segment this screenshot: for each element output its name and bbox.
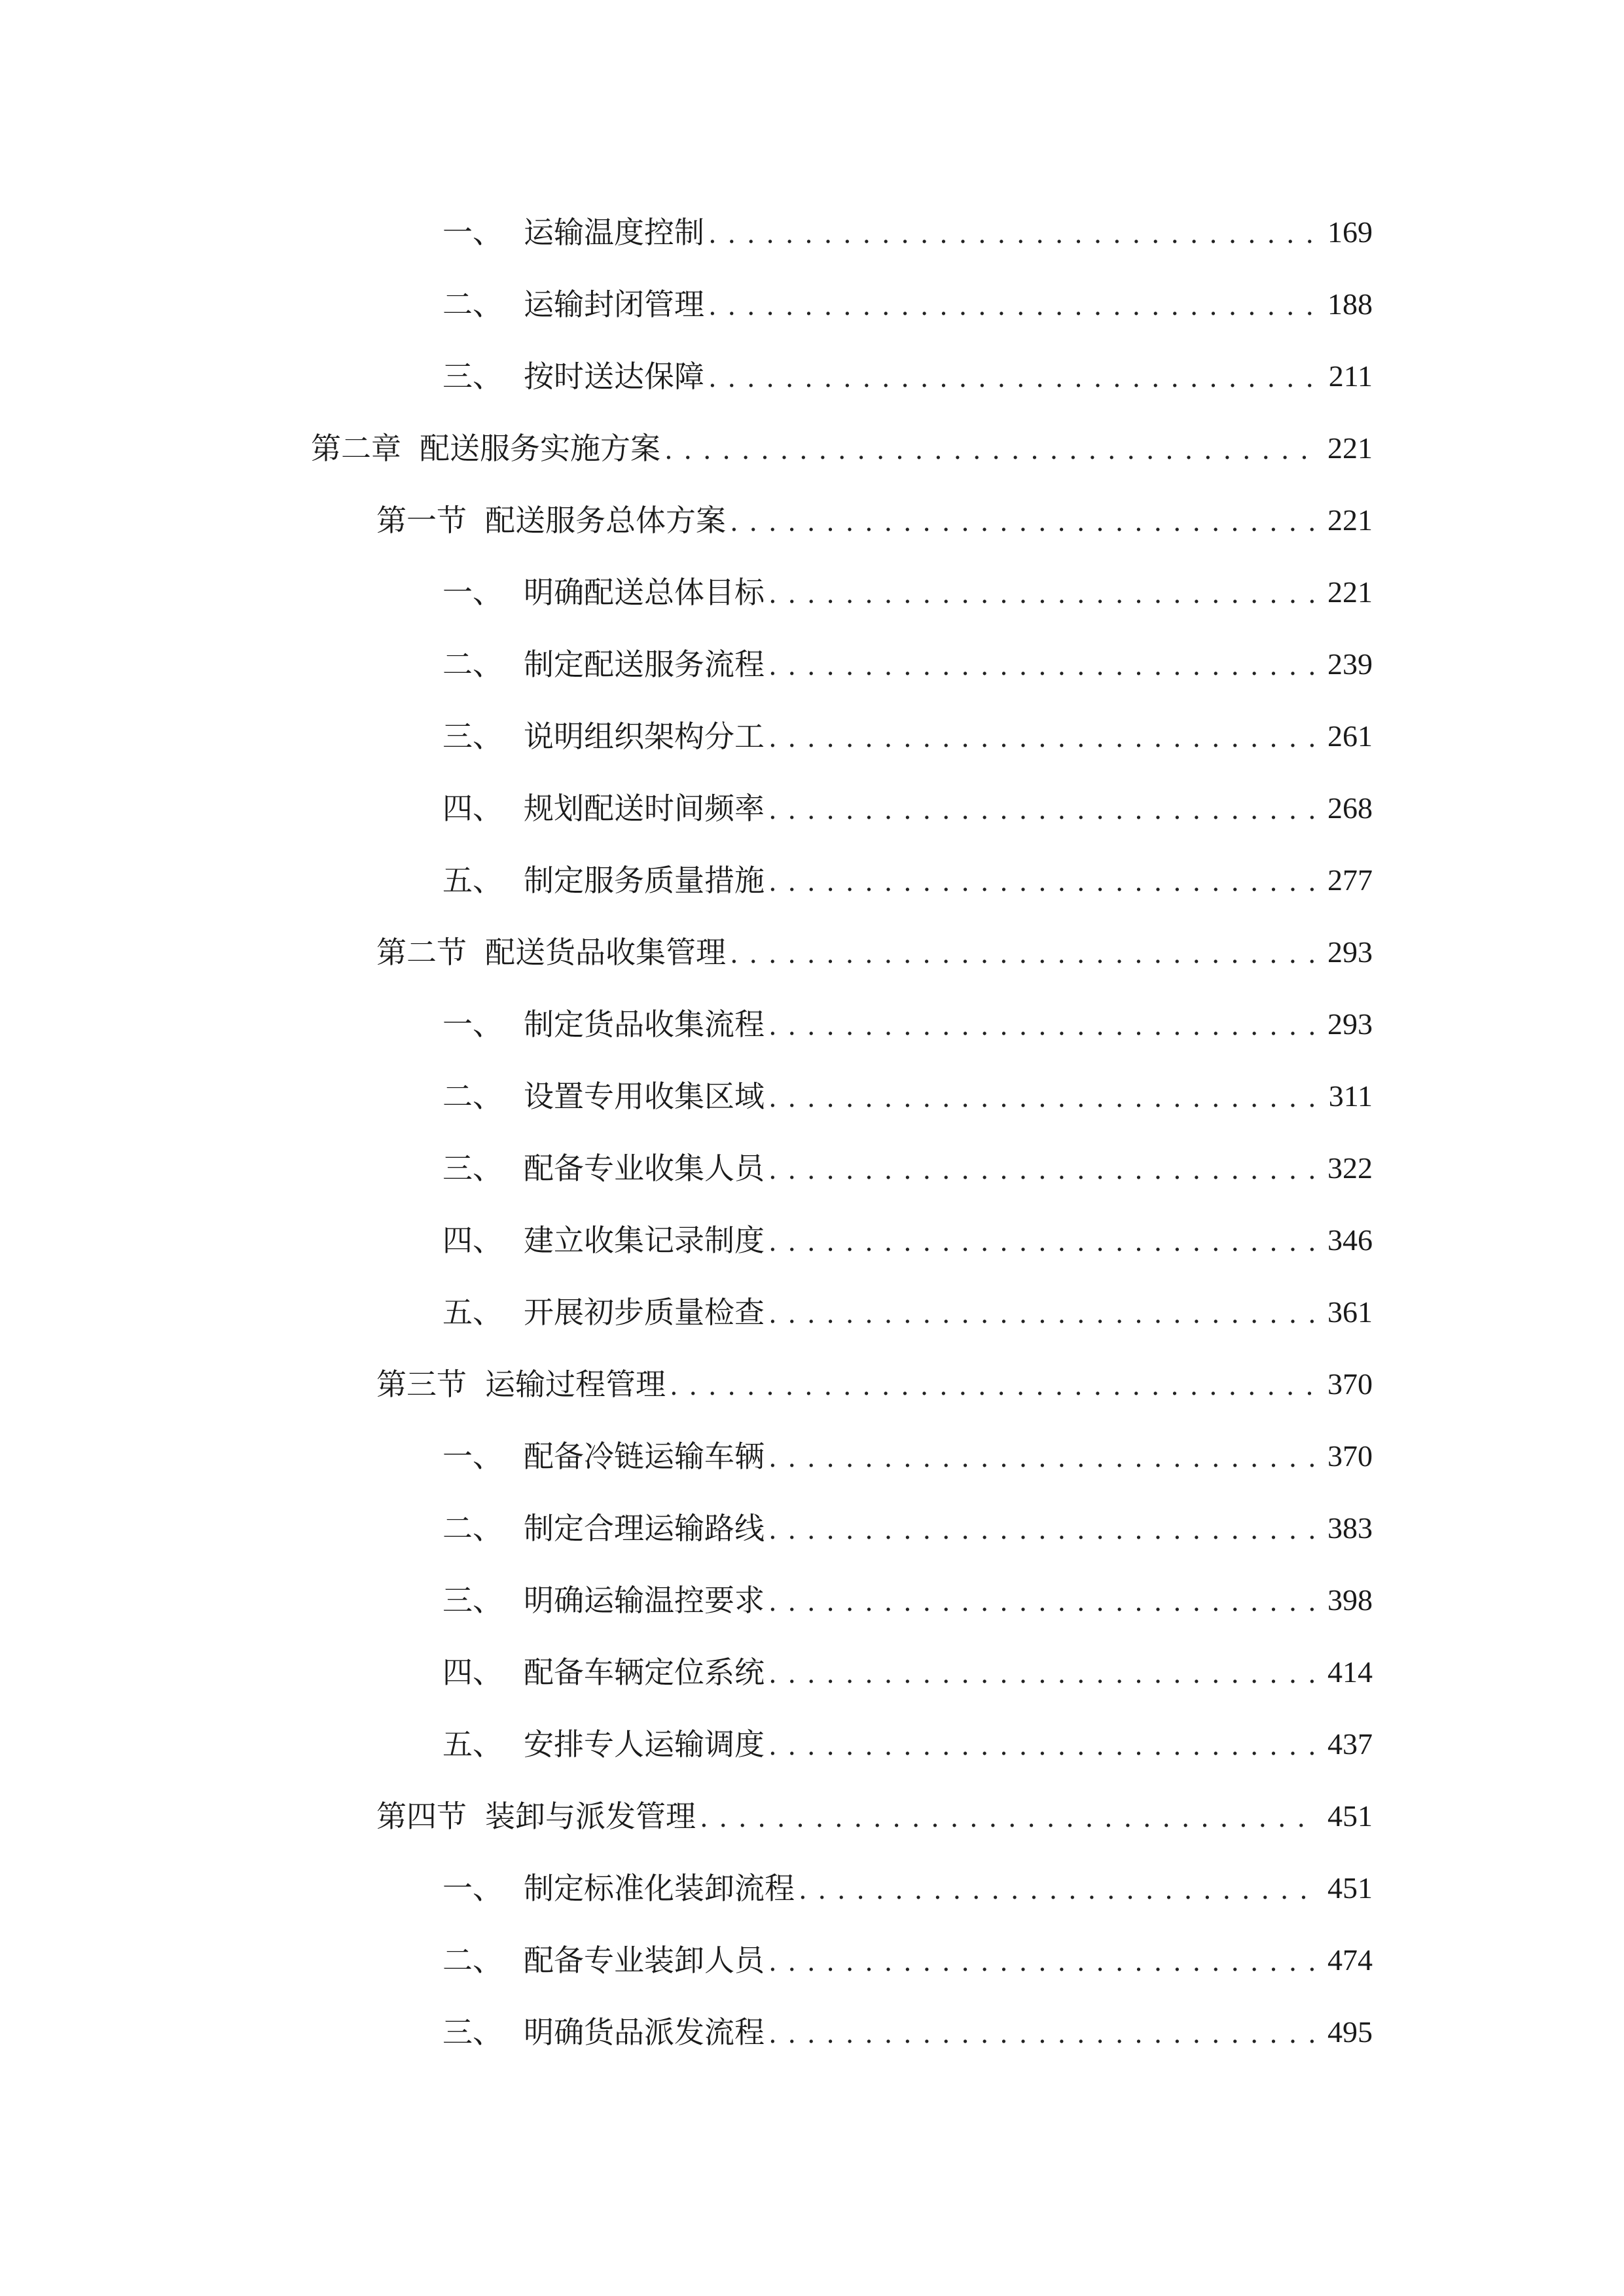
toc-entry-title: 运输过程管理 bbox=[485, 1367, 666, 1402]
toc-dot-leader bbox=[700, 1780, 1316, 1852]
toc-entry-title: 说明组织架构分工 bbox=[524, 719, 765, 754]
toc-entry-page: 221 bbox=[1327, 431, 1373, 465]
toc-entry-title: 安排专人运输调度 bbox=[524, 1727, 765, 1762]
toc-entry-title: 设置专用收集区域 bbox=[524, 1079, 765, 1114]
toc-entry-page: 322 bbox=[1327, 1151, 1373, 1185]
toc-entry[interactable] bbox=[0, 196, 1373, 268]
toc-entry-title: 装卸与派发管理 bbox=[485, 1799, 696, 1834]
toc-entry-number: 一、 bbox=[442, 575, 503, 610]
toc-entry-page: 277 bbox=[1327, 863, 1373, 897]
toc-entry-page: 169 bbox=[1327, 215, 1373, 249]
toc-entry-number: 五、 bbox=[442, 1727, 503, 1762]
toc-entry-title: 明确配送总体目标 bbox=[524, 575, 765, 610]
toc-entry-number: 第三节 bbox=[376, 1367, 467, 1402]
toc-entry-page: 495 bbox=[1327, 2015, 1373, 2049]
toc-entry-page: 293 bbox=[1327, 1007, 1373, 1041]
toc-entry[interactable] bbox=[0, 1708, 1373, 1780]
toc-entry-number: 二、 bbox=[442, 1943, 503, 1978]
toc-entry[interactable] bbox=[0, 340, 1373, 412]
toc-entry[interactable] bbox=[0, 700, 1373, 772]
toc-entry-number: 三、 bbox=[442, 2015, 503, 2050]
toc-dot-leader bbox=[768, 1996, 1316, 2068]
toc-entry-title: 配备专业装卸人员 bbox=[524, 1943, 765, 1978]
toc-entry-title: 建立收集记录制度 bbox=[524, 1223, 765, 1258]
toc-entry-number: 五、 bbox=[442, 1295, 503, 1330]
toc-entry-page: 293 bbox=[1327, 935, 1373, 969]
toc-entry-title: 制定货品收集流程 bbox=[524, 1007, 765, 1042]
toc-entry-title: 配备冷链运输车辆 bbox=[524, 1439, 765, 1474]
toc-entry-number: 二、 bbox=[442, 1511, 503, 1546]
toc-entry-title: 明确货品派发流程 bbox=[524, 2015, 765, 2050]
toc-dot-leader bbox=[768, 1204, 1316, 1276]
toc-entry-number: 三、 bbox=[442, 719, 503, 754]
toc-entry-page: 437 bbox=[1327, 1727, 1373, 1761]
toc-entry-number: 一、 bbox=[442, 1871, 503, 1906]
toc-dot-leader bbox=[768, 1924, 1316, 1996]
toc-entry-page: 221 bbox=[1327, 503, 1373, 537]
toc-entry-page: 414 bbox=[1327, 1655, 1373, 1689]
toc-entry[interactable] bbox=[0, 268, 1373, 340]
toc-entry[interactable] bbox=[0, 988, 1373, 1060]
toc-entry-title: 配备专业收集人员 bbox=[524, 1151, 765, 1186]
toc-entry-number: 二、 bbox=[442, 647, 503, 682]
toc-dot-leader bbox=[708, 268, 1316, 340]
toc-dot-leader bbox=[708, 196, 1316, 268]
toc-section-entry[interactable] bbox=[0, 484, 1373, 556]
toc-entry-page: 361 bbox=[1327, 1295, 1373, 1329]
toc-entry-number: 一、 bbox=[442, 1439, 503, 1474]
toc-entry-number: 四、 bbox=[442, 1223, 503, 1258]
toc-entry-number: 三、 bbox=[442, 1151, 503, 1186]
toc-entry-title: 制定服务质量措施 bbox=[524, 863, 765, 898]
toc-entry-number: 一、 bbox=[442, 1007, 503, 1042]
toc-dot-leader bbox=[768, 1564, 1316, 1636]
toc-entry[interactable] bbox=[0, 1636, 1373, 1708]
toc-section-entry[interactable] bbox=[0, 916, 1373, 988]
toc-entry-page: 451 bbox=[1327, 1799, 1373, 1833]
toc-entry-title: 运输温度控制 bbox=[524, 215, 704, 250]
toc-entry-number: 第一节 bbox=[376, 503, 467, 538]
toc-entry-title: 运输封闭管理 bbox=[524, 287, 704, 322]
toc-dot-leader bbox=[708, 340, 1316, 412]
toc-section-entry[interactable] bbox=[0, 1348, 1373, 1420]
toc-dot-leader bbox=[768, 988, 1316, 1060]
toc-dot-leader bbox=[768, 628, 1316, 700]
toc-entry-page: 268 bbox=[1327, 791, 1373, 825]
toc-dot-leader bbox=[664, 412, 1316, 484]
toc-entry-title: 开展初步质量检查 bbox=[524, 1295, 765, 1330]
toc-entry-title: 配备车辆定位系统 bbox=[524, 1655, 765, 1690]
toc-entry-page: 188 bbox=[1327, 287, 1373, 321]
toc-dot-leader bbox=[768, 1636, 1316, 1708]
toc-entry[interactable] bbox=[0, 1276, 1373, 1348]
toc-entry-page: 383 bbox=[1327, 1511, 1373, 1545]
toc-entry[interactable] bbox=[0, 772, 1373, 844]
toc-entry-title: 制定标准化装卸流程 bbox=[524, 1871, 795, 1906]
toc-dot-leader bbox=[768, 1060, 1316, 1132]
toc-dot-leader bbox=[768, 1420, 1316, 1492]
toc-entry[interactable] bbox=[0, 1924, 1373, 1996]
toc-entry[interactable] bbox=[0, 556, 1373, 628]
toc-dot-leader bbox=[768, 1492, 1316, 1564]
toc-dot-leader bbox=[799, 1852, 1316, 1924]
toc-entry-title: 规划配送时间频率 bbox=[524, 791, 765, 826]
toc-entry[interactable] bbox=[0, 844, 1373, 916]
toc-entry-number: 第四节 bbox=[376, 1799, 467, 1834]
toc-entry-page: 474 bbox=[1327, 1943, 1373, 1977]
toc-dot-leader bbox=[768, 772, 1316, 844]
toc-entry-number: 三、 bbox=[442, 359, 503, 394]
toc-dot-leader bbox=[768, 700, 1316, 772]
toc-entry-page: 239 bbox=[1327, 647, 1373, 681]
toc-entry-title: 制定配送服务流程 bbox=[524, 647, 765, 682]
toc-entry-number: 五、 bbox=[442, 863, 503, 898]
toc-entry-number: 第二节 bbox=[376, 935, 467, 970]
toc-dot-leader bbox=[670, 1348, 1316, 1420]
toc-entry-page: 370 bbox=[1327, 1439, 1373, 1473]
toc-dot-leader bbox=[768, 1276, 1316, 1348]
toc-entry-number: 二、 bbox=[442, 1079, 503, 1114]
toc-chapter-entry[interactable] bbox=[0, 412, 1373, 484]
toc-entry-page: 398 bbox=[1327, 1583, 1373, 1617]
toc-dot-leader bbox=[768, 1132, 1316, 1204]
toc-entry[interactable] bbox=[0, 1204, 1373, 1276]
toc-dot-leader bbox=[730, 916, 1316, 988]
toc-entry-title: 配送服务总体方案 bbox=[485, 503, 726, 538]
toc-entry-title: 明确运输温控要求 bbox=[524, 1583, 765, 1618]
toc-entry[interactable] bbox=[0, 1852, 1373, 1924]
toc-entry-number: 四、 bbox=[442, 791, 503, 826]
toc-entry-page: 221 bbox=[1327, 575, 1373, 609]
toc-section-entry[interactable] bbox=[0, 1780, 1373, 1852]
toc-entry[interactable] bbox=[0, 1132, 1373, 1204]
toc-entry-page: 211 bbox=[1328, 359, 1373, 393]
table-of-contents bbox=[0, 196, 1624, 2068]
toc-entry[interactable] bbox=[0, 1420, 1373, 1492]
toc-entry-number: 四、 bbox=[442, 1655, 503, 1690]
toc-dot-leader bbox=[768, 1708, 1316, 1780]
toc-entry-title: 配送服务实施方案 bbox=[420, 431, 660, 466]
toc-entry[interactable] bbox=[0, 1492, 1373, 1564]
toc-entry-page: 451 bbox=[1327, 1871, 1373, 1905]
toc-entry[interactable] bbox=[0, 1564, 1373, 1636]
toc-entry-page: 346 bbox=[1327, 1223, 1373, 1257]
toc-entry[interactable] bbox=[0, 1060, 1373, 1132]
toc-entry-number: 一、 bbox=[442, 215, 503, 250]
toc-entry-number: 二、 bbox=[442, 287, 503, 322]
toc-entry[interactable] bbox=[0, 1996, 1373, 2068]
toc-entry-title: 按时送达保障 bbox=[524, 359, 704, 394]
toc-entry-page: 261 bbox=[1327, 719, 1373, 753]
toc-entry-number: 第二章 bbox=[311, 431, 401, 466]
toc-entry[interactable] bbox=[0, 628, 1373, 700]
toc-entry-title: 配送货品收集管理 bbox=[485, 935, 726, 970]
toc-entry-page: 311 bbox=[1328, 1079, 1373, 1113]
toc-entry-title: 制定合理运输路线 bbox=[524, 1511, 765, 1546]
toc-dot-leader bbox=[768, 556, 1316, 628]
toc-entry-number: 三、 bbox=[442, 1583, 503, 1618]
toc-dot-leader bbox=[768, 844, 1316, 916]
toc-entry-page: 370 bbox=[1327, 1367, 1373, 1401]
toc-dot-leader bbox=[730, 484, 1316, 556]
